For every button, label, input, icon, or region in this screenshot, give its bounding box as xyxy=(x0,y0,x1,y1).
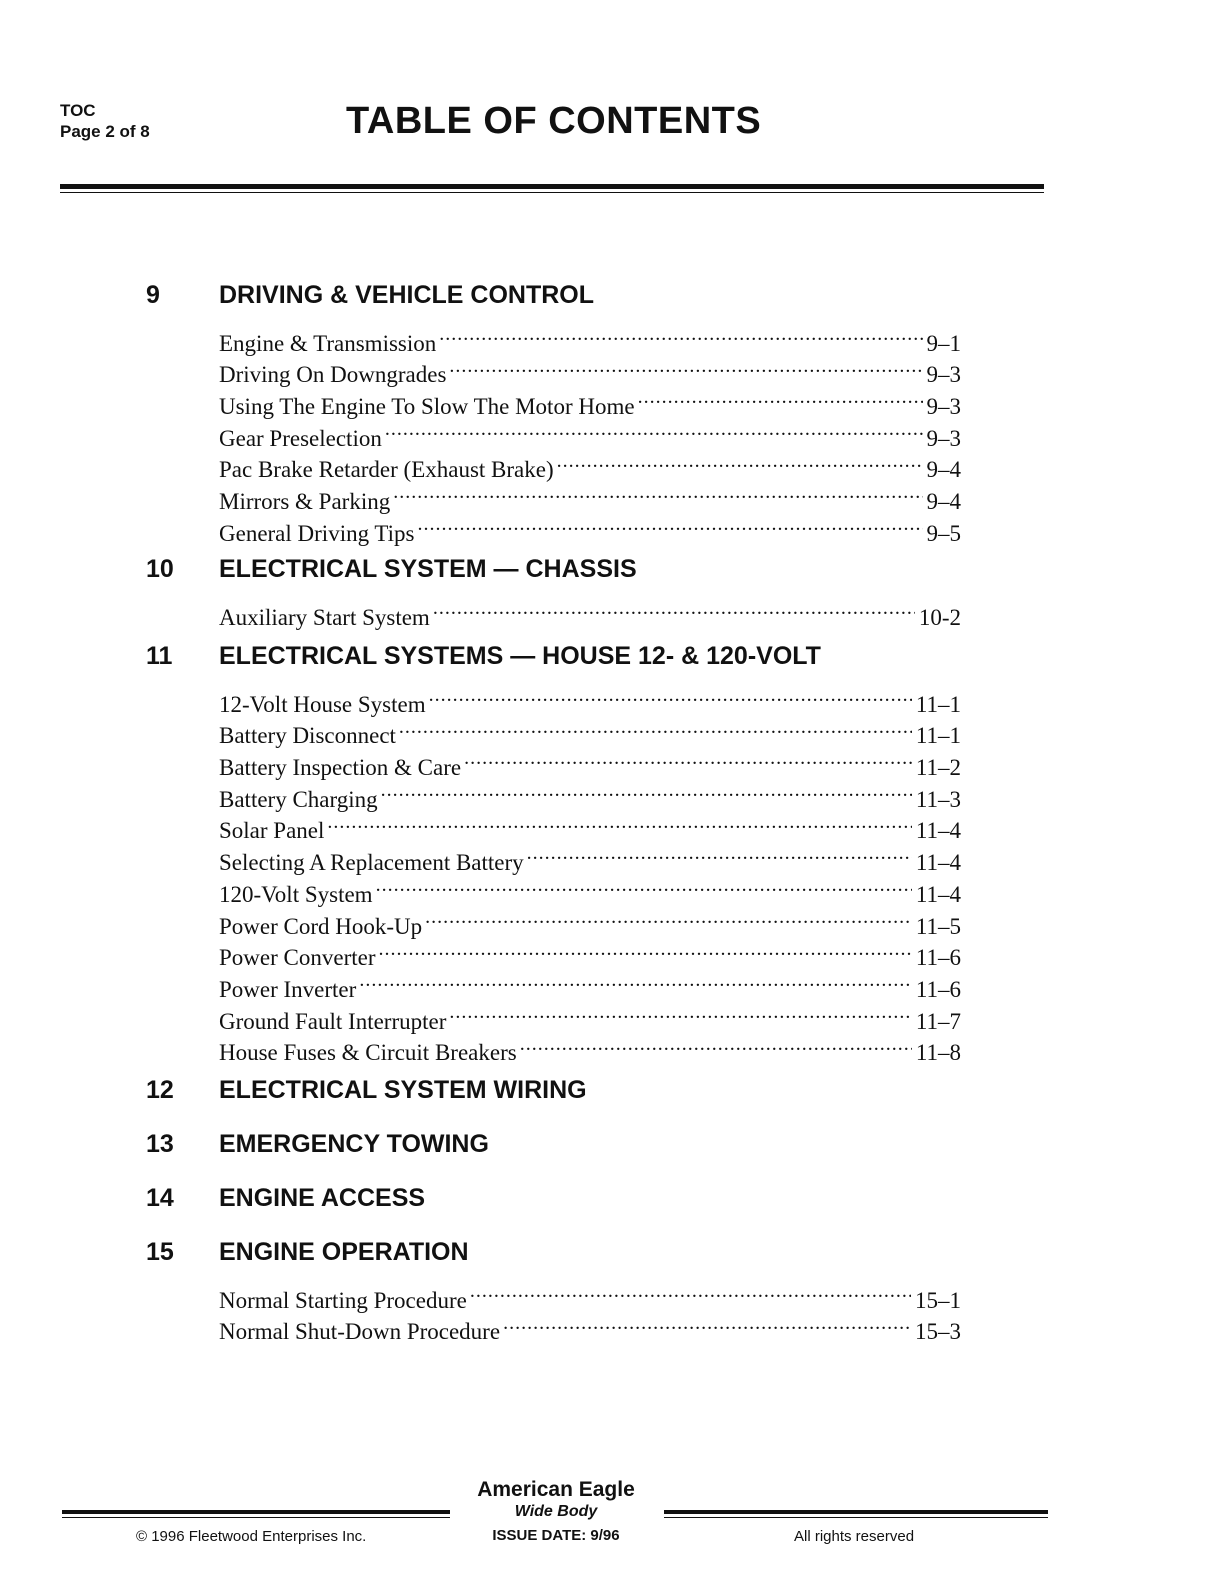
footer-rule-right-thick xyxy=(664,1510,1048,1514)
dot-leader xyxy=(418,509,923,541)
entry-label: Using The Engine To Slow The Motor Home xyxy=(219,394,635,420)
entry-page: 9–3 xyxy=(926,425,961,451)
toc-entry[interactable] xyxy=(219,838,961,876)
entry-page: 11–2 xyxy=(915,755,961,781)
entry-label: Power Cord Hook-Up xyxy=(219,913,423,939)
entry-page: 9–3 xyxy=(926,362,961,388)
dot-leader xyxy=(381,775,912,807)
dot-leader xyxy=(439,319,922,351)
dot-leader xyxy=(520,1029,912,1061)
entry-label: Normal Shut-Down Procedure xyxy=(219,1319,501,1345)
entry-page: 11–3 xyxy=(915,786,961,812)
section-number: 10 xyxy=(146,555,174,583)
entry-page: 11–5 xyxy=(915,913,961,939)
entry-label: Solar Panel xyxy=(219,818,325,844)
section-title: DRIVING & VEHICLE CONTROL xyxy=(219,281,595,309)
entry-label: 12-Volt House System xyxy=(219,691,426,717)
entry-label: 120-Volt System xyxy=(219,881,373,907)
entry-page: 11–8 xyxy=(915,1040,961,1066)
section-title: EMERGENCY TOWING xyxy=(219,1130,489,1158)
dot-leader xyxy=(638,382,923,414)
entry-page: 11–1 xyxy=(915,691,961,717)
dot-leader xyxy=(449,351,922,383)
footer-copyright: © 1996 Fleetwood Enterprises Inc. xyxy=(136,1528,367,1545)
entry-page: 15–3 xyxy=(915,1319,961,1345)
footer-rule-left-thick xyxy=(62,1510,450,1514)
dot-leader xyxy=(399,712,912,744)
entry-page: 11–6 xyxy=(915,976,961,1002)
section-number: 12 xyxy=(146,1076,174,1104)
entry-label: Auxiliary Start System xyxy=(219,604,430,630)
entry-label: Driving On Downgrades xyxy=(219,362,447,388)
entry-page: 11–4 xyxy=(915,881,961,907)
section-entries xyxy=(219,319,961,546)
entry-label: Mirrors & Parking xyxy=(219,489,391,515)
section-title: ELECTRICAL SYSTEM — CHASSIS xyxy=(219,555,637,583)
entry-page: 11–6 xyxy=(915,945,961,971)
dot-leader xyxy=(376,870,912,902)
section-title: ENGINE ACCESS xyxy=(219,1184,426,1212)
entry-page: 9–4 xyxy=(926,489,961,515)
entry-label: Engine & Transmission xyxy=(219,330,437,356)
entry-page: 11–1 xyxy=(915,723,961,749)
entry-page: 9–4 xyxy=(926,457,961,483)
dot-leader xyxy=(385,414,923,446)
dot-leader xyxy=(557,446,923,478)
doc-code: TOC xyxy=(60,101,96,120)
entry-page: 11–7 xyxy=(915,1008,961,1034)
entry-label: Battery Inspection & Care xyxy=(219,755,462,781)
dot-leader xyxy=(429,680,912,712)
toc-entry[interactable] xyxy=(219,807,961,844)
dot-leader xyxy=(464,743,912,775)
footer-rule-right-thin xyxy=(664,1517,1048,1518)
dot-leader xyxy=(527,838,912,870)
section-number: 11 xyxy=(146,642,173,670)
entry-page: 15–1 xyxy=(915,1287,961,1313)
dot-leader xyxy=(393,477,922,509)
dot-leader xyxy=(379,934,912,966)
section-number: 14 xyxy=(146,1184,174,1212)
entry-label: Pac Brake Retarder (Exhaust Brake) xyxy=(219,457,554,483)
entry-page: 11–4 xyxy=(915,818,961,844)
dot-leader xyxy=(503,1308,911,1340)
section-number: 15 xyxy=(146,1238,174,1266)
entry-label: Power Converter xyxy=(219,945,376,971)
footer-rule-left-thin xyxy=(62,1517,450,1518)
entry-label: Normal Starting Procedure xyxy=(219,1287,467,1313)
section-number: 9 xyxy=(146,281,160,309)
section-number: 13 xyxy=(146,1130,174,1158)
page-indicator: Page 2 of 8 xyxy=(60,122,150,141)
section-entries xyxy=(219,680,961,1066)
dot-leader xyxy=(449,997,911,1029)
entry-label: Gear Preselection xyxy=(219,425,382,451)
dot-leader xyxy=(470,1276,911,1308)
dot-leader xyxy=(425,902,912,934)
entry-label: Selecting A Replacement Battery xyxy=(219,850,524,876)
toc-entry[interactable] xyxy=(219,319,961,356)
section-title: ENGINE OPERATION xyxy=(219,1238,469,1266)
footer-brand: American Eagle xyxy=(477,1478,635,1501)
page-title: TABLE OF CONTENTS xyxy=(346,100,762,142)
footer-rights: All rights reserved xyxy=(794,1528,915,1545)
toc-entry[interactable] xyxy=(219,593,961,630)
entry-label: Power Inverter xyxy=(219,976,357,1002)
section-title: ELECTRICAL SYSTEM WIRING xyxy=(219,1076,587,1104)
dot-leader xyxy=(327,807,911,839)
entry-page: 9–5 xyxy=(926,520,961,546)
footer-model: Wide Body xyxy=(514,1503,598,1520)
footer-issue-date: ISSUE DATE: 9/96 xyxy=(492,1527,620,1544)
section-entries xyxy=(219,593,961,630)
entry-page: 10-2 xyxy=(918,604,961,630)
entry-page: 11–4 xyxy=(915,850,961,876)
entry-label: General Driving Tips xyxy=(219,520,415,546)
toc-entry[interactable] xyxy=(219,1276,961,1313)
entry-page: 9–3 xyxy=(926,394,961,420)
dot-leader xyxy=(433,593,915,625)
entry-label: Battery Disconnect xyxy=(219,723,396,749)
entry-page: 9–1 xyxy=(926,330,961,356)
toc-entry[interactable] xyxy=(219,680,961,717)
dot-leader xyxy=(359,965,912,997)
section-entries xyxy=(219,1276,961,1345)
entry-label: House Fuses & Circuit Breakers xyxy=(219,1040,517,1066)
section-title: ELECTRICAL SYSTEMS — HOUSE 12- & 120-VOLT xyxy=(219,642,821,670)
entry-label: Battery Charging xyxy=(219,786,378,812)
entry-label: Ground Fault Interrupter xyxy=(219,1008,447,1034)
